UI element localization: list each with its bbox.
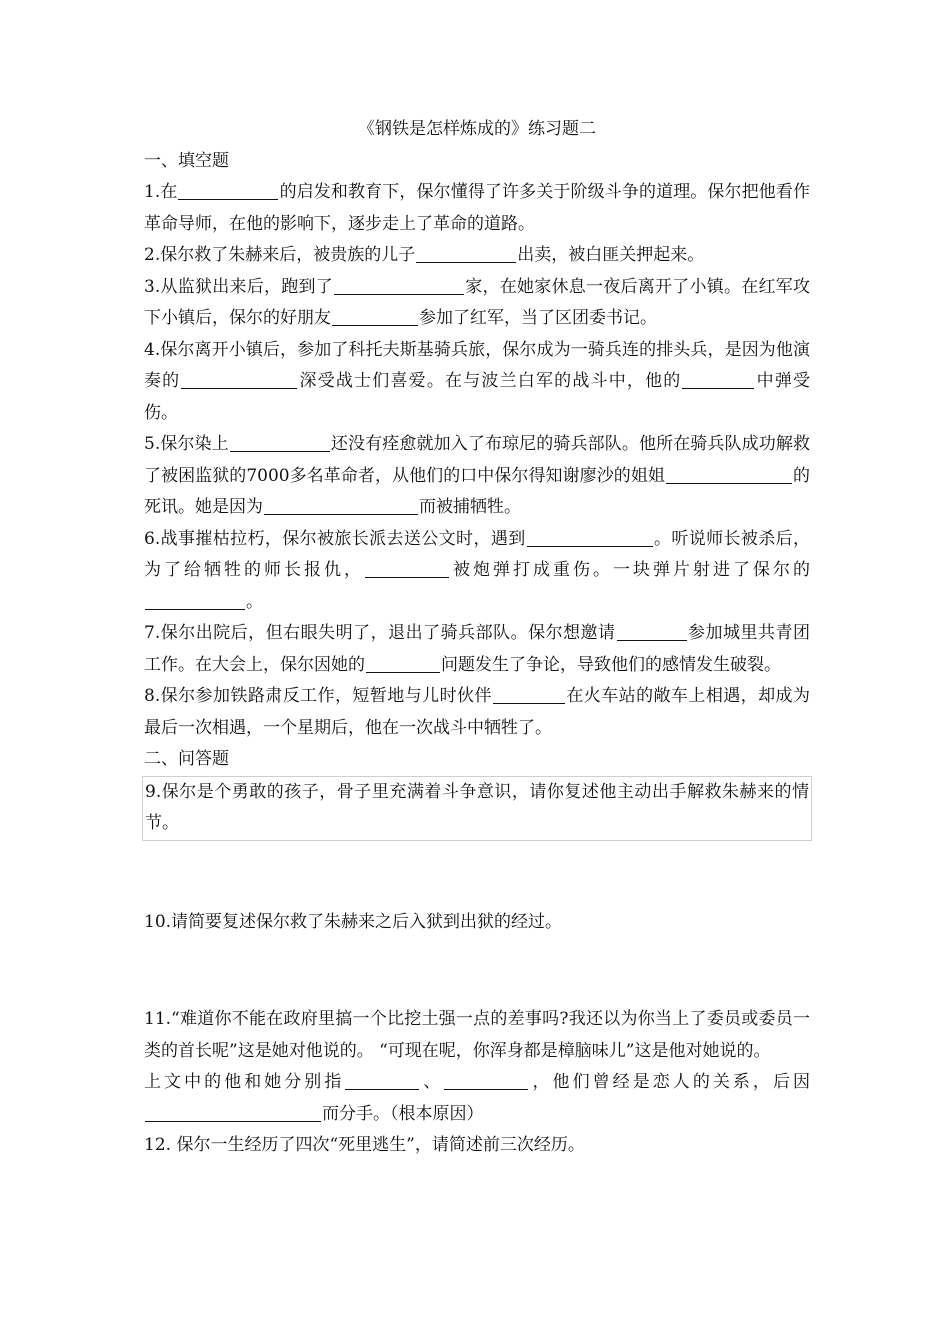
page-title: 《钢铁是怎样炼成的》练习题二 — [358, 119, 596, 139]
answer-blank[interactable] — [334, 277, 464, 295]
question-10: 10.请简要复述保尔救了朱赫来之后入狱到出狱的经过。 — [144, 911, 563, 932]
answer-blank[interactable] — [181, 371, 297, 389]
section-fill-in-blank: 一、填空题 — [144, 150, 229, 171]
answer-blank[interactable] — [617, 623, 687, 641]
question-9: 9.保尔是个勇敢的孩子，骨子里充满着斗争意识，请你复述他主动出手解救朱赫来的情节。 — [142, 776, 812, 841]
question-3: 3.从监狱出来后，跑到了 家，在她家休息一夜后离开了小镇。在红军攻下小镇后，保尔的好朋友 参加了红军，当了区团委书记。 — [144, 276, 810, 328]
answer-blank[interactable] — [145, 1104, 321, 1122]
answer-blank[interactable] — [366, 655, 440, 673]
question-10-block — [144, 907, 810, 939]
answer-blank[interactable] — [230, 434, 330, 452]
answer-blank[interactable] — [365, 560, 449, 578]
answer-blank[interactable] — [444, 1072, 528, 1090]
question-6: 6.战事摧枯拉朽，保尔被旅长派去送公文时，遇到 。听说师长被杀后，为了给牺牲的师长报仇， 被炮弹打成重伤。一块弹片射进了保尔的。 — [144, 528, 811, 612]
answer-blank[interactable] — [416, 245, 516, 263]
question-11-quote: 11.“难道你不能在政府里搞一个比挖土强一点的差事吗?我还以为你当上了委员或委员一类的首长呢”这是她对他说的。 “可现在呢，你浑身都是樟脑味儿”这是他对她说的。 — [144, 1009, 810, 1061]
question-8: 8.保尔参加铁路肃反工作，短暂地与儿时伙伴 在火车站的敞车上相遇，却成为最后一次相遇，一个星期后，他在一次战斗中牺牲了。 — [144, 686, 810, 738]
answer-blank[interactable] — [178, 182, 278, 200]
question-11: 上文中的他和她分别指 、 ，他们曾经是恋人的关系，后因而分手。（根本原因） — [144, 1072, 811, 1124]
answer-blank[interactable] — [527, 529, 653, 547]
question-1: 1.在 的启发和教育下，保尔懂得了许多关于阶级斗争的道理。保尔把他看作革命导师，在他的影响下，逐步走上了革命的道路。 — [144, 182, 810, 234]
answer-blank[interactable] — [145, 592, 245, 610]
answer-blank[interactable] — [345, 1072, 419, 1090]
answer-blank[interactable] — [666, 466, 792, 484]
question-12: 12. 保尔一生经历了四次“死里逃生”，请简述前三次经历。 — [144, 1135, 585, 1155]
answer-blank[interactable] — [332, 308, 418, 326]
section-questions: 二、问答题 — [144, 749, 229, 769]
question-9-block — [144, 776, 810, 841]
answer-blank[interactable] — [264, 497, 418, 515]
question-7: 7.保尔出院后，但右眼失明了，退出了骑兵部队。保尔想邀请 参加城里共青团工作。在大会上，保尔因她的 问题发生了争论，导致他们的感情发生破裂。 — [144, 623, 811, 675]
worksheet-content — [144, 114, 810, 1162]
question-5: 5.保尔染上 还没有痊愈就加入了布琼尼的骑兵部队。他所在骑兵队成功解救了被困监狱的7000多名革命者，从他们的口中保尔得知谢廖沙的姐姐 的死讯。她是因为 而被捕牺牲。 — [144, 434, 811, 517]
answer-blank[interactable] — [493, 686, 565, 704]
question-4: 4.保尔离开小镇后，参加了科托夫斯基骑兵旅，保尔成为一骑兵连的排头兵，是因为他演奏的 深受战士们喜爱。在与波兰白军的战斗中，他的 中弹受伤。 — [144, 339, 811, 423]
question-2: 2.保尔救了朱赫来后，被贵族的儿子 出卖，被白匪关押起来。 — [144, 245, 705, 265]
answer-blank[interactable] — [682, 371, 754, 389]
